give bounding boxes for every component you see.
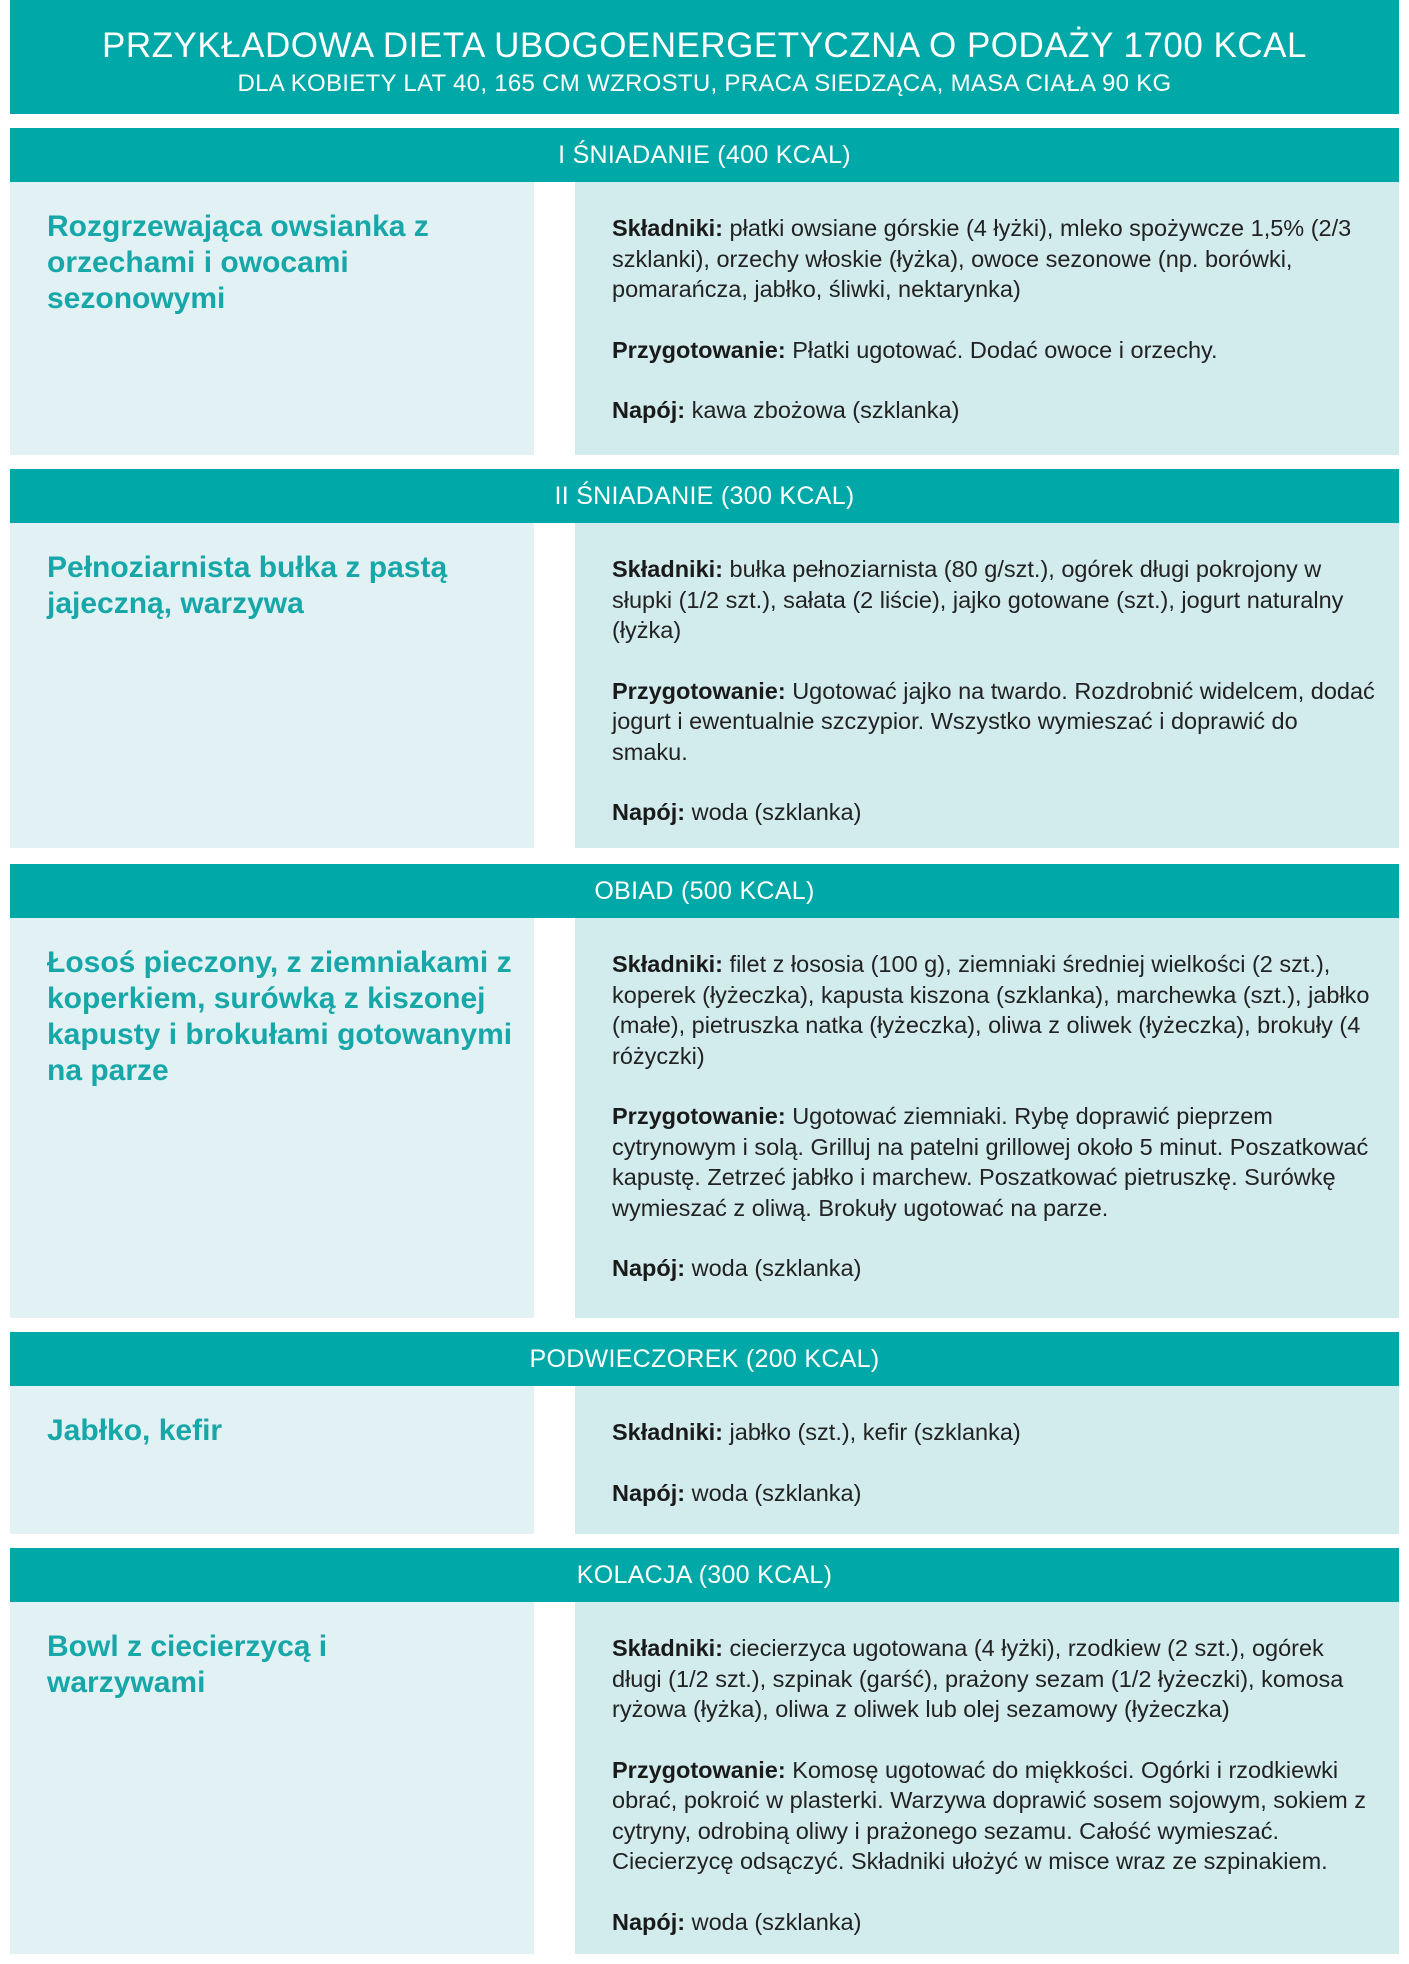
- meal-name: Jabłko, kefir: [47, 1414, 223, 1447]
- drink-text: Napój: woda (szklanka): [612, 1908, 862, 1935]
- meal-heading-afternoon-snack: PODWIECZOREK (200 KCAL): [10, 1332, 1399, 1386]
- ingredients-text: Składniki: bułka pełnoziarnista (80 g/szt.), ogórek długi pokrojony w słupki (1/2 szt.), sałata (2 liście), jajko gotowane (szt.), jogurt naturalny (łyżka): [612, 556, 1344, 643]
- meal-details-afternoon-snack: [575, 1386, 1399, 1534]
- meal-details-lunch: [575, 918, 1399, 1318]
- ingredients-text: Składniki: płatki owsiane górskie (4 łyżki), mleko spożywcze 1,5% (2/3 szklanki), orzechy włoskie (łyżka), owoce sezonowe (np. borówki, pomarańcza, jabłko, śliwki, nektarynka): [612, 215, 1352, 302]
- meal-heading-breakfast: I ŚNIADANIE (400 KCAL): [10, 128, 1399, 182]
- meal-details-dinner: [575, 1602, 1399, 1954]
- preparation-text: Przygotowanie: Komosę ugotować do miękkości. Ogórki i rzodkiewki obrać, pokroić w plasterki. Warzywa doprawić sosem sojowym, sokiem z cytryny, odrobiną oliwy i prażonego sezamu. Całość wymieszać. Ciecierzycę odsączyć. Składniki ułożyć w misce wraz ze szpinakiem.: [612, 1756, 1366, 1874]
- meal-name: Rozgrzewająca owsianka z orzechami i owocami sezonowymi: [47, 210, 429, 315]
- preparation-text: Przygotowanie: Płatki ugotować. Dodać owoce i orzechy.: [612, 336, 1218, 363]
- page-title: PRZYKŁADOWA DIETA UBOGOENERGETYCZNA O PODAŻY 1700 KCAL: [101, 26, 1307, 65]
- drink-text: Napój: kawa zbożowa (szklanka): [612, 397, 960, 423]
- meal-name-panel-breakfast: [10, 182, 534, 455]
- ingredients-text: Składniki: ciecierzyca ugotowana (4 łyżki), rzodkiew (2 szt.), ogórek długi (1/2 szt.), szpinak (garść), prażony sezam (1/2 łyżeczki), komosa ryżowa (łyżka), oliwa z oliwek lub olej sezamowy (łyżeczka): [612, 1635, 1344, 1722]
- meal-name: Bowl z ciecierzycą i warzywami: [47, 1630, 328, 1699]
- meal-details-second-breakfast: [575, 523, 1399, 848]
- drink-text: Napój: woda (szklanka): [612, 1255, 862, 1281]
- meal-name: Pełnoziarnista bułka z pastą jajeczną, warzywa: [47, 551, 448, 620]
- meal-name-panel-second-breakfast: [10, 523, 534, 848]
- preparation-text: Przygotowanie: Ugotować ziemniaki. Rybę doprawić pieprzem cytrynowym i solą. Grilluj na patelni grillowej około 5 minut. Poszatkować kapustę. Zetrzeć jabłko i marchew. Poszatkować pietruszkę. Surówkę wymieszać z oliwą. Brokuły ugotować na parze.: [612, 1103, 1369, 1221]
- meal-name-panel-lunch: [10, 918, 534, 1318]
- meal-name-panel-afternoon-snack: [10, 1386, 534, 1534]
- page-subtitle: DLA KOBIETY LAT 40, 165 CM WZROSTU, PRACA SIEDZĄCA, MASA CIAŁA 90 KG: [237, 70, 1172, 97]
- ingredients-text: Składniki: filet z łososia (100 g), ziemniaki średniej wielkości (2 szt.), koperek (łyżeczka), kapusta kiszona (szklanka), marchewka (szt.), jabłko (małe), pietruszka natka (łyżeczka), oliwa z oliwek (łyżeczka), brokuły (4 różyczki): [612, 951, 1370, 1069]
- drink-text: Napój: woda (szklanka): [612, 799, 862, 825]
- meal-name: Łosoś pieczony, z ziemniakami z koperkiem, surówką z kiszonej kapusty i brokułami gotowanymi na parze: [47, 946, 513, 1087]
- drink-text: Napój: woda (szklanka): [612, 1479, 862, 1506]
- meal-heading-second-breakfast: II ŚNIADANIE (300 KCAL): [10, 469, 1399, 523]
- page-header: [10, 0, 1399, 114]
- meal-heading-lunch: OBIAD (500 KCAL): [10, 864, 1399, 918]
- meal-details-breakfast: [575, 182, 1399, 455]
- preparation-text: Przygotowanie: Ugotować jajko na twardo. Rozdrobnić widelcem, dodać jogurt i ewentualnie szczypior. Wszystko wymieszać i doprawić do smaku.: [612, 677, 1375, 765]
- ingredients-text: Składniki: jabłko (szt.), kefir (szklanka): [612, 1419, 1021, 1445]
- meal-heading-dinner: KOLACJA (300 KCAL): [10, 1548, 1399, 1602]
- meal-name-panel-dinner: [10, 1602, 534, 1954]
